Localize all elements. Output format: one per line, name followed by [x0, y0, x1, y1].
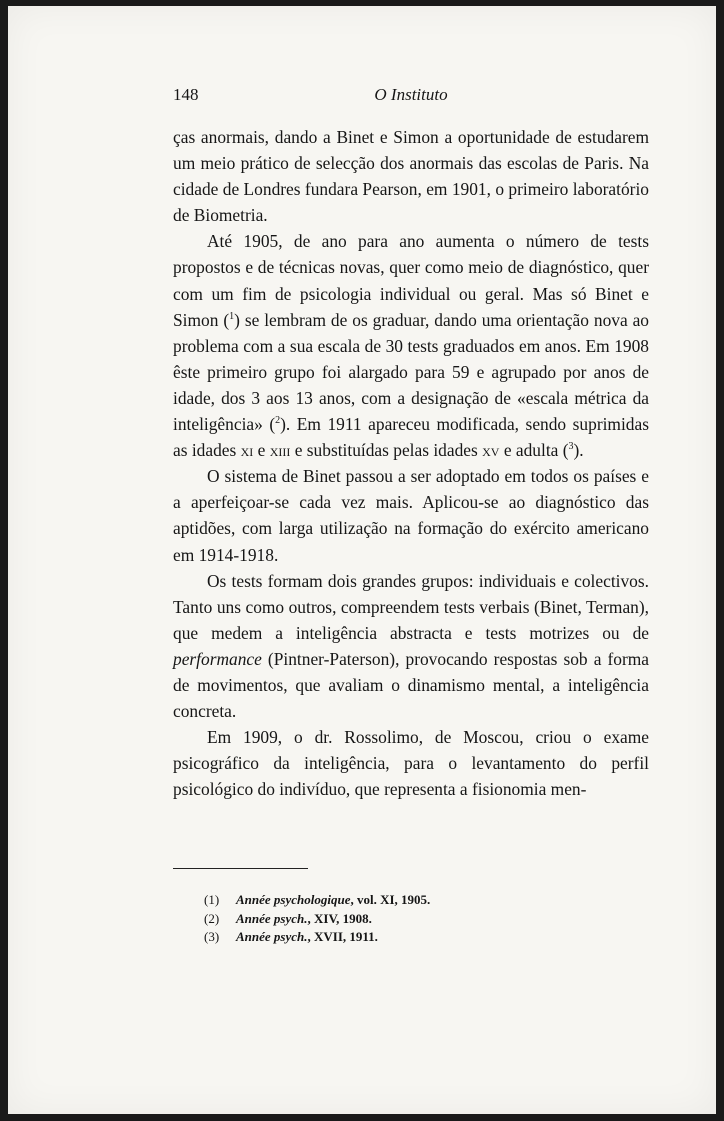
text-run: performance: [173, 648, 262, 669]
footnote-detail: , XIV, 1908.: [307, 910, 372, 926]
text-run: Em 1909, o dr. Rossolimo, de Moscou, criou o exame psicográfico da inteligência, para o levantamento do perfil psicológico do indivíduo, que representa a fisionomia men-: [173, 727, 649, 800]
footnote-source: Année psychologique: [236, 892, 351, 907]
text-run: O sistema de Binet passou a ser adoptado em todos os países e a aperfeiçoar-se cada vez mais. Aplicou-se ao diagnóstico das aptidões, com larga utilização na formação do exército americano em 1914-1918.: [173, 466, 649, 565]
footnote-number: (2): [204, 910, 220, 926]
footnote: [204, 928, 624, 947]
text-run: Os tests formam dois grandes grupos: individuais e colectivos. Tanto uns como outros, compreendem tests verbais (Binet, Terman), que medem a inteligência abstracta e tests motrizes ou de: [173, 570, 649, 643]
footnote-ref: 2: [275, 415, 281, 427]
footnote-ref: 1: [229, 310, 235, 322]
text-run: e substituídas pelas idades: [290, 440, 483, 461]
text-run: e adulta (: [499, 440, 569, 461]
running-title: O Instituto: [374, 85, 448, 104]
text-run: ). Em 1911 apareceu modificada, sendo suprimidas as idades: [173, 414, 649, 461]
footnote-detail: , vol. XI, 1905.: [350, 892, 431, 907]
footnote-ref: 3: [568, 441, 574, 453]
paragraph: [173, 463, 649, 567]
text-run: e: [253, 440, 270, 461]
text-run: ças anormais, dando a Binet e Simon a oportunidade de estudarem um meio prático de selecção dos anormais das escolas de Paris. Na cidade de Londres fundara Pearson, em 1901, o primeiro laboratório de Biometria.: [173, 127, 649, 226]
text-run: ) se lembram de os graduar, dando uma orientação nova ao problema com a sua escala de 30 tests graduados em anos. Em 1908 êste primeiro grupo foi alargado para 59 e agrupado por anos de idade, dos 3 aos 13 anos, com a designação de «escala métrica da inteligência» (: [173, 309, 649, 435]
page-header: [173, 85, 649, 107]
text-run: xiii: [269, 440, 291, 461]
footnote: [204, 891, 624, 910]
book-page: [8, 6, 716, 1114]
paragraph: [173, 724, 649, 802]
footnote-detail: , XVII, 1911.: [307, 929, 378, 944]
footnote-number: (3): [204, 929, 220, 944]
footnotes: [204, 891, 624, 947]
text-run: (Pintner-Paterson), provocando respostas sob a forma de movimentos, que avaliam o dinamismo mental, a inteligência concreta.: [173, 648, 649, 722]
text-run: xv: [482, 440, 500, 461]
text-run: ).: [573, 440, 584, 461]
footnote-rule: [173, 868, 308, 869]
paragraph: [173, 124, 649, 228]
paragraph: [173, 568, 649, 725]
footnote-source: Année psych.: [236, 910, 308, 926]
footnote-source: Année psych.: [236, 929, 308, 944]
page-number: 148: [173, 85, 199, 104]
body-text: [173, 124, 649, 802]
text-run: Até 1905, de ano para ano aumenta o número de tests propostos e de técnicas novas, quer como meio de diagnóstico, quer com um fim de psicologia individual ou geral. Mas só Binet e Simon (: [173, 231, 649, 330]
paragraph: [173, 228, 649, 463]
footnote-number: (1): [204, 892, 220, 907]
footnote: [204, 910, 624, 929]
text-run: xi: [240, 440, 254, 461]
